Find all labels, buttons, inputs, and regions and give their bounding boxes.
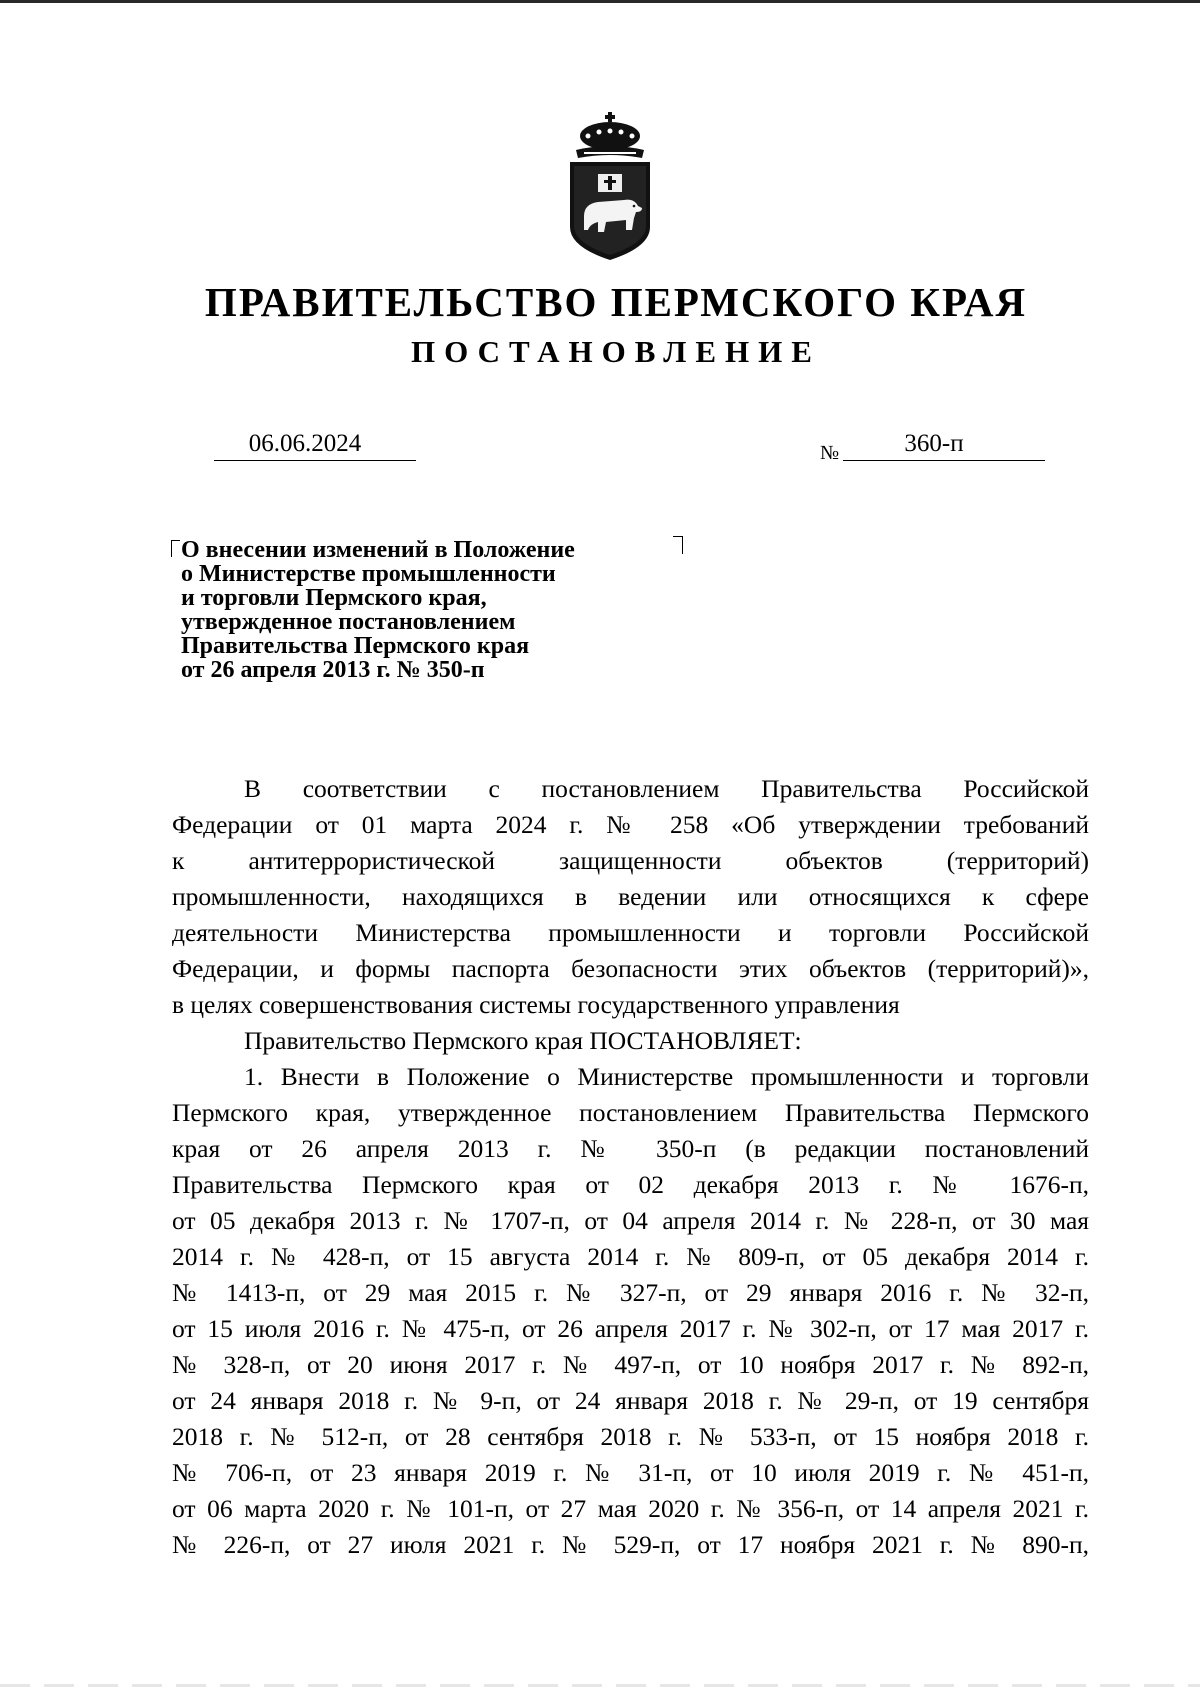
body-line: № 1413-п, от 29 мая 2015 г. № 327-п, от 29 января 2016 г. № 32-п, [172,1278,1089,1307]
scan-top-border [0,0,1200,3]
document-number-field [843,428,1045,461]
body-line: от 15 июля 2016 г. № 475-п, от 26 апреля 2017 г. № 302-п, от 17 мая 2017 г. [172,1314,1089,1343]
number-sign: № [820,442,840,464]
body-line: № 226-п, от 27 июля 2021 г. № 529-п, от 17 ноября 2021 г. № 890-п, [172,1530,1089,1559]
subject-bracket-left [171,540,180,557]
body-line: № 328-п, от 20 июня 2017 г. № 497-п, от 10 ноября 2017 г. № 892-п, [172,1350,1089,1379]
body-line: В соответствии с постановлением Правительства Российской [244,774,1089,803]
body-line: деятельности Министерства промышленности и торговли Российской [172,918,1089,947]
body-line: от 05 декабря 2013 г. № 1707-п, от 04 апреля 2014 г. № 228-п, от 30 мая [172,1206,1089,1235]
subject-line: о Министерстве промышленности [181,561,556,587]
body-line: 2018 г. № 512-п, от 28 сентября 2018 г. № 533-п, от 15 ноября 2018 г. [172,1422,1089,1451]
body-line: в целях совершенствования системы государственного управления [172,990,900,1019]
body-line: промышленности, находящихся в ведении или относящихся к сфере [172,882,1089,911]
body-line: № 706-п, от 23 января 2019 г. № 31-п, от 10 июля 2019 г. № 451-п, [172,1458,1089,1487]
subject-line: Правительства Пермского края [181,633,530,659]
document-number: 360-п [904,430,964,457]
body-line: к антитеррористической защищенности объектов (территорий) [172,846,1089,875]
perm-krai-coat-of-arms-icon [562,112,658,262]
body-line: Правительство Пермского края ПОСТАНОВЛЯЕТ: [244,1026,802,1055]
document-type-title: ПОСТАНОВЛЕНИЕ [411,334,821,369]
body-line: 2014 г. № 428-п, от 15 августа 2014 г. № 809-п, от 05 декабря 2014 г. [172,1242,1089,1271]
subject-line: О внесении изменений в Положение [181,537,575,563]
document-body [172,771,1089,1563]
subject-line: утвержденное постановлением [181,609,516,635]
scan-bottom-artifact [0,1684,1200,1687]
body-line: Пермского края, утвержденное постановлением Правительства Пермского [172,1098,1089,1127]
body-line: Федерации, и формы паспорта безопасности этих объектов (территорий)», [172,954,1089,983]
body-line: Федерации от 01 марта 2024 г. № 258 «Об утверждении требований [172,810,1089,839]
document-date: 06.06.2024 [248,430,362,457]
document-subject [181,538,681,682]
body-line: от 06 марта 2020 г. № 101-п, от 27 мая 2020 г. № 356-п, от 14 апреля 2021 г. [172,1494,1089,1523]
subject-line: и торговли Пермского края, [181,585,487,611]
body-line: от 24 января 2018 г. № 9-п, от 24 января 2018 г. № 29-п, от 19 сентября [172,1386,1089,1415]
body-line: 1. Внести в Положение о Министерстве промышленности и торговли [244,1062,1089,1091]
body-line: Правительства Пермского края от 02 декабря 2013 г. № 1676-п, [172,1170,1089,1199]
government-title: ПРАВИТЕЛЬСТВО ПЕРМСКОГО КРАЯ [204,279,1028,325]
subject-line: от 26 апреля 2013 г. № 350-п [181,657,485,683]
document-date-field [214,428,416,461]
body-line: края от 26 апреля 2013 г. № 350-п (в редакции постановлений [172,1134,1089,1163]
